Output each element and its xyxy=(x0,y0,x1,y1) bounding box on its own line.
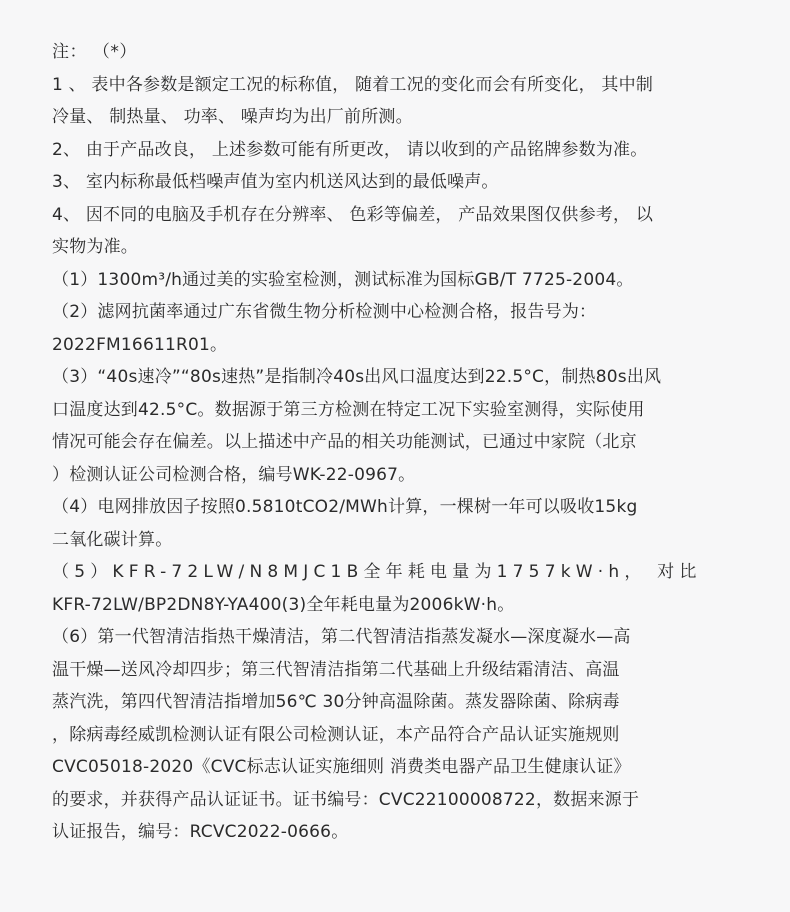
sub-note-3-line-4: ）检测认证公司检测合格，编号WK-22-0967。 xyxy=(52,464,416,485)
note-2: 2、 由于产品改良， 上述参数可能有所更改， 请以收到的产品铭牌参数为准。 xyxy=(52,139,648,160)
sub-note-6-line-5: CVC05018-2020《CVC标志认证实施细则 消费类电器产品卫生健康认证》 xyxy=(52,757,631,777)
note-4-line-2: 实物为准。 xyxy=(52,237,138,257)
sub-note-6-line-7: 认证报告，编号：RCVC2022-0666。 xyxy=(52,822,349,842)
sub-note-2-line-2: 2022FM16611R01。 xyxy=(52,334,228,355)
note-3: 3、 室内标称最低档噪声值为室内机送风达到的最低噪声。 xyxy=(52,172,499,192)
sub-note-1: （1）1300m³/h通过美的实验室检测，测试标准为国标GB/T 7725-2004。 xyxy=(52,269,634,290)
notes-heading: 注： （*） xyxy=(52,42,137,62)
note-4-line-1: 4、 因不同的电脑及手机存在分辨率、 色彩等偏差， 产品效果图仅供参考， 以 xyxy=(52,204,654,225)
sub-note-5-line-2: KFR-72LW/BP2DN8Y-YA400(3)全年耗电量为2006kW·h。 xyxy=(52,594,515,615)
note-1-line-2: 冷量、 制热量、 功率、 噪声均为出厂前所测。 xyxy=(52,107,413,127)
sub-note-6-line-1: （6）第一代智清洁指热干燥清洁，第二代智清洁指蒸发凝水—深度凝水—高 xyxy=(52,627,631,647)
sub-note-3-line-1: （3）“40s速冷”“80s速热”是指制冷40s出风口温度达到22.5°C，制热80s出风 xyxy=(52,367,662,387)
sub-note-3-line-2: 口温度达到42.5°C。数据源于第三方检测在特定工况下实验室测得，实际使用 xyxy=(52,399,645,420)
sub-note-6-line-4: ，除病毒经威凯检测认证有限公司检测认证，本产品符合产品认证实施规则 xyxy=(52,724,620,745)
sub-note-2-line-1: （2）滤网抗菌率通过广东省微生物分析检测中心检测合格，报告号为： xyxy=(52,302,597,322)
note-1-line-1: 1 、 表中各参数是额定工况的标称值， 随着工况的变化而会有所变化， 其中制 xyxy=(52,74,654,95)
sub-note-6-line-6: 的要求，并获得产品认证证书。证书编号：CVC22100008722，数据来源于 xyxy=(52,789,640,810)
sub-note-3-line-3: 情况可能会存在偏差。以上描述中产品的相关功能测试，已通过中家院（北京 xyxy=(52,432,637,452)
sub-note-4-line-1: （4）电网排放因子按照0.5810tCO2/MWh计算，一棵树一年可以吸收15kg xyxy=(52,497,638,517)
sub-note-6-line-3: 蒸汽洗，第四代智清洁指增加56℃ 30分钟高温除菌。蒸发器除菌、除病毒 xyxy=(52,692,620,712)
sub-note-6-line-2: 温干燥—送风冷却四步；第三代智清洁指第二代基础上升级结霜清洁、高温 xyxy=(52,659,620,680)
sub-note-5-line-1: （5）KFR-72LW/N8MJC1B全年耗电量为1757kW·h， 对比 xyxy=(52,562,702,582)
sub-note-4-line-2: 二氧化碳计算。 xyxy=(52,529,173,550)
